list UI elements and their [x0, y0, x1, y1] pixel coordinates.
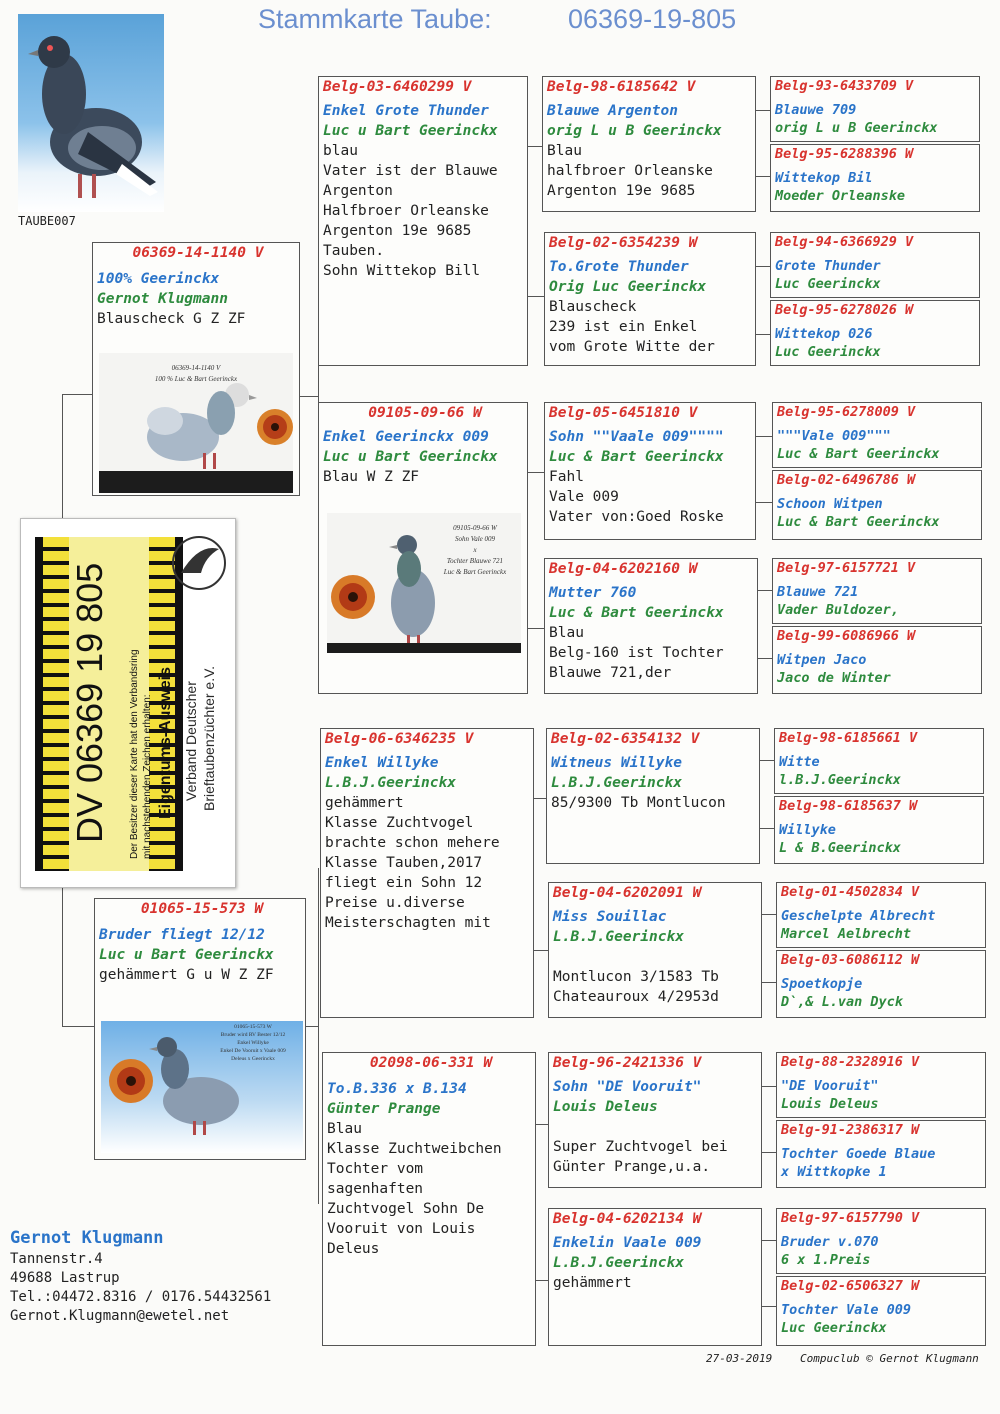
grandparent-line: Deleus — [327, 1241, 380, 1257]
parent-sire-line: Gernot Klugmann — [97, 291, 228, 307]
photo-caption-line: 06369-14-1140 V — [171, 364, 221, 372]
gggp-line: """Vale 009""" — [777, 428, 891, 444]
bird-logo-icon — [171, 533, 227, 593]
grandparent-ring: Belg-06-6346235 V — [325, 731, 474, 747]
ggp-line: Blauwe Argenton — [547, 103, 678, 119]
gggp-line: l.B.J.Geerinckx — [779, 772, 901, 788]
photo-caption-line: Deleus x Geerinckx — [231, 1056, 275, 1062]
ggp-line: To.Grote Thunder — [549, 259, 689, 275]
gggp-ring: Belg-95-6288396 W — [775, 146, 914, 162]
gggp-line: Luc Geerinckx — [781, 1320, 887, 1336]
ggp-line: Enkelin Vaale 009 — [553, 1235, 702, 1251]
photo-caption-line: Luc & Bart Geerinckx — [443, 568, 507, 576]
gggp-ring: Belg-95-6278009 V — [777, 404, 916, 420]
gggp-ring: Belg-94-6366929 V — [775, 234, 914, 250]
gggp-line: D`,& L.van Dyck — [781, 994, 903, 1010]
gggp-line: Marcel Aelbrecht — [781, 926, 912, 942]
ggp-line: Super Zuchtvogel bei — [553, 1139, 728, 1155]
grandparent-line: Klasse Tauben,2017 — [325, 855, 483, 871]
card-text-line1: Der Besitzer dieser Karte hat den Verbandsring — [129, 649, 140, 859]
gggp-line: Luc & Bart Geerinckx — [777, 446, 940, 462]
grandparent-line: fliegt ein Sohn 12 — [325, 875, 483, 891]
grandparent-ring: 09105-09-66 W — [368, 405, 482, 421]
gggp-ring: Belg-95-6278026 W — [775, 302, 914, 318]
footer-credit: Compuclub © Gernot Klugmann — [800, 1352, 979, 1365]
grandparent-line: Luc u Bart Geerinckx — [323, 449, 498, 465]
photo-caption-line: 09105-09-66 W — [453, 524, 497, 532]
ggp-ring: Belg-96-2421336 V — [553, 1055, 702, 1071]
grandparent-line: Vooruit von Louis — [327, 1221, 476, 1237]
owner-phone: Tel.:04472.8316 / 0176.54432561 — [10, 1289, 272, 1305]
parent-sire-line: Blauscheck G Z ZF — [97, 311, 246, 327]
footer-date: 27-03-2019 — [706, 1352, 773, 1365]
gggp-line: Willyke — [779, 822, 836, 838]
gggp-line: Blauwe 709 — [775, 102, 857, 118]
grandparent-line: Sohn Wittekop Bill — [323, 263, 481, 279]
ggp-ring: Belg-98-6185642 V — [547, 79, 696, 95]
grandparent-line: Blau W Z ZF — [323, 469, 420, 485]
card-text-line2: mit nachstehenden Zeichen erhalten: — [142, 694, 153, 859]
gggp-line: 6 x 1.Preis — [781, 1252, 871, 1268]
grandparent-line: gehämmert — [325, 795, 404, 811]
gggp-ring: Belg-98-6185637 W — [779, 798, 918, 814]
gggp-box — [772, 470, 982, 540]
great-grandparent-box — [546, 728, 760, 864]
gggp-line: Schoon Witpen — [777, 496, 883, 512]
photo-caption-line: Bruder wird RV Bester 12/12 — [220, 1032, 286, 1038]
ggp-line: Blauscheck — [549, 299, 637, 315]
gggp-box — [776, 1208, 986, 1274]
grandparent-line: Luc u Bart Geerinckx — [323, 123, 498, 139]
gggp-box — [774, 796, 984, 864]
ggp-ring: Belg-02-6354239 W — [549, 235, 698, 251]
gggp-line: Tochter Vale 009 — [781, 1302, 912, 1318]
ggp-line: Luc & Bart Geerinckx — [549, 449, 724, 465]
title-label: Stammkarte Taube: — [258, 4, 492, 34]
gggp-box — [776, 950, 986, 1018]
ggp-line: Sohn ""Vaale 009"""" — [549, 429, 724, 445]
gggp-line: Wittekop 026 — [775, 326, 873, 342]
owner-name: Gernot Klugmann — [10, 1228, 164, 1248]
gggp-box — [776, 882, 986, 948]
gggp-line: Geschelpte Albrecht — [781, 908, 936, 924]
ggp-line: Louis Deleus — [553, 1099, 658, 1115]
gggp-line: Luc Geerinckx — [775, 276, 881, 292]
grandparent-line: Vater ist der Blauwe — [323, 163, 498, 179]
title-ring-number: 06369-19-805 — [568, 4, 737, 34]
parent-sire-ring: 06369-14-1140 V — [132, 245, 264, 261]
gggp-box — [770, 300, 980, 366]
ggp-line: Montlucon 3/1583 Tb — [553, 969, 719, 985]
card-heading: Eigentums-Ausweis — [157, 666, 174, 819]
ggp-line: Belg-160 ist Tochter — [549, 645, 724, 661]
gggp-line: L & B.Geerinckx — [779, 840, 901, 856]
gggp-ring: Belg-91-2386317 W — [781, 1122, 920, 1138]
ggp-ring: Belg-02-6354132 V — [551, 731, 700, 747]
gggp-line: Louis Deleus — [781, 1096, 879, 1112]
great-grandparent-box — [548, 882, 762, 1018]
card-org-line1: Verband Deutscher — [183, 681, 199, 801]
grandparent-line: Blau — [327, 1121, 362, 1137]
ggp-line: Vale 009 — [549, 489, 619, 505]
gggp-ring: Belg-98-6185661 V — [779, 730, 918, 746]
gggp-line: x Wittkopke 1 — [781, 1164, 887, 1180]
ggp-ring: Belg-05-6451810 V — [549, 405, 698, 421]
photo-caption-line: 100 % Luc & Bart Geerinckx — [154, 375, 238, 383]
gggp-box — [770, 144, 980, 212]
ggp-ring: Belg-04-6202091 W — [553, 885, 702, 901]
ggp-line: Miss Souillac — [553, 909, 667, 925]
grandparent-photo — [327, 513, 521, 653]
grandparent-box — [318, 76, 528, 366]
great-grandparent-box — [548, 1052, 762, 1188]
gggp-box — [770, 232, 980, 298]
ggp-line: Blau — [549, 625, 584, 641]
gggp-line: Witte — [779, 754, 820, 770]
gggp-line: Luc & Bart Geerinckx — [777, 514, 940, 530]
photo-caption-line: 01065-15-573 W — [234, 1024, 272, 1030]
grandparent-line: Klasse Zuchtvogel — [325, 815, 474, 831]
great-grandparent-box — [544, 232, 756, 366]
grandparent-line: Klasse Zuchtweibchen — [327, 1141, 502, 1157]
pigeon-icon — [18, 14, 164, 212]
ggp-line: L.B.J.Geerinckx — [551, 775, 682, 791]
great-grandparent-box — [544, 402, 756, 540]
ggp-line: Witneus Willyke — [551, 755, 682, 771]
gggp-box — [770, 76, 980, 142]
pigeon-icon — [99, 353, 293, 493]
parent-dam-photo — [101, 1021, 303, 1153]
gggp-box — [776, 1052, 986, 1118]
ggp-line: Blau — [547, 143, 582, 159]
parent-dam-line: gehämmert G u W Z ZF — [99, 967, 274, 983]
parent-dam-line: Bruder fliegt 12/12 — [99, 927, 265, 943]
parent-sire-box — [92, 242, 300, 496]
gggp-line: Jaco de Winter — [777, 670, 891, 686]
ggp-line: 239 ist ein Enkel — [549, 319, 698, 335]
gggp-ring: Belg-97-6157721 V — [777, 560, 916, 576]
ggp-line: Vater von:Goed Roske — [549, 509, 724, 525]
ggp-line: gehämmert — [553, 1275, 632, 1291]
ggp-line: orig L u B Geerinckx — [547, 123, 722, 139]
ggp-line: Orig Luc Geerinckx — [549, 279, 707, 295]
gggp-line: Witpen Jaco — [777, 652, 867, 668]
grandparent-line: Argenton — [323, 183, 393, 199]
ggp-line: Günter Prange,u.a. — [553, 1159, 711, 1175]
gggp-box — [776, 1276, 986, 1346]
gggp-ring: Belg-99-6086966 W — [777, 628, 916, 644]
grandparent-line: L.B.J.Geerinckx — [325, 775, 456, 791]
gggp-line: orig L u B Geerinckx — [775, 120, 938, 136]
main-pigeon-photo — [18, 14, 164, 212]
photo-caption-line: Enkel Willyke — [237, 1040, 269, 1046]
gggp-box — [772, 402, 982, 468]
grandparent-ring: 02098-06-331 W — [369, 1055, 493, 1071]
card-ring-number: DV 06369 19 805 — [69, 562, 110, 843]
owner-address — [10, 1226, 271, 1326]
grandparent-line: Günter Prange — [327, 1101, 441, 1117]
owner-email: Gernot.Klugmann@ewetel.net — [10, 1308, 230, 1324]
grandparent-line: Argenton 19e 9685 — [323, 223, 472, 239]
grandparent-ring: Belg-03-6460299 V — [323, 79, 472, 95]
ggp-line: Fahl — [549, 469, 584, 485]
pigeon-icon — [101, 1021, 303, 1153]
ggp-ring: Belg-04-6202160 W — [549, 561, 698, 577]
ggp-line: L.B.J.Geerinckx — [553, 1255, 684, 1271]
grandparent-line: brachte schon mehere — [325, 835, 500, 851]
ggp-line: Blauwe 721,der — [549, 665, 672, 681]
ggp-line: L.B.J.Geerinckx — [553, 929, 684, 945]
ggp-line: Luc & Bart Geerinckx — [549, 605, 724, 621]
parent-dam-ring: 01065-15-573 W — [140, 901, 264, 917]
gggp-line: Vader Buldozer, — [777, 602, 899, 618]
great-grandparent-box — [544, 558, 758, 694]
gggp-line: "DE Vooruit" — [781, 1078, 879, 1094]
gggp-line: Tochter Goede Blaue — [781, 1146, 936, 1162]
card-org-line2: Brieftaubenzüchter e.V. — [201, 665, 217, 811]
great-grandparent-box — [542, 76, 756, 212]
grandparent-line: sagenhaften — [327, 1181, 424, 1197]
gggp-ring: Belg-88-2328916 V — [781, 1054, 920, 1070]
parent-sire-photo — [99, 353, 293, 493]
gggp-box — [772, 558, 982, 624]
grandparent-box — [322, 1052, 536, 1346]
gggp-ring: Belg-93-6433709 V — [775, 78, 914, 94]
grandparent-line: blau — [323, 143, 358, 159]
gggp-line: Grote Thunder — [775, 258, 881, 274]
grandparent-line: Halfbroer Orleanske — [323, 203, 489, 219]
grandparent-line: Zuchtvogel Sohn De — [327, 1201, 485, 1217]
gggp-ring: Belg-03-6086112 W — [781, 952, 920, 968]
grandparent-line: Preise u.diverse — [325, 895, 465, 911]
ggp-line: 85/9300 Tb Montlucon — [551, 795, 726, 811]
gggp-box — [774, 728, 984, 794]
ggp-line: Argenton 19e 9685 — [547, 183, 696, 199]
owner-city: 49688 Lastrup — [10, 1270, 120, 1286]
parent-sire-line: 100% Geerinckx — [97, 271, 220, 287]
photo-caption-line: Tochter Blauwe 721 — [446, 557, 504, 565]
ggp-line: halfbroer Orleanske — [547, 163, 713, 179]
gggp-ring: Belg-02-6496786 W — [777, 472, 916, 488]
gggp-ring: Belg-97-6157790 V — [781, 1210, 920, 1226]
ggp-line: Sohn "DE Vooruit" — [553, 1079, 702, 1095]
grandparent-line: Meisterschagten mit — [325, 915, 491, 931]
ggp-line: Mutter 760 — [549, 585, 637, 601]
ownership-card — [20, 518, 236, 888]
gggp-line: Luc Geerinckx — [775, 344, 881, 360]
gggp-ring: Belg-01-4502834 V — [781, 884, 920, 900]
parent-dam-box — [94, 898, 306, 1160]
gggp-line: Blauwe 721 — [777, 584, 859, 600]
gggp-line: Bruder v.070 — [781, 1234, 879, 1250]
gggp-box — [776, 1120, 986, 1188]
owner-street: Tannenstr.4 — [10, 1251, 103, 1267]
grandparent-box — [318, 402, 528, 694]
grandparent-line: To.B.336 x B.134 — [327, 1081, 467, 1097]
gggp-box — [772, 626, 982, 694]
grandparent-line: Tochter vom — [327, 1161, 424, 1177]
grandparent-line: Tauben. — [323, 243, 385, 259]
ggp-ring: Belg-04-6202134 W — [553, 1211, 702, 1227]
photo-caption-line: Enkel De Vooruit x Vaale 009 — [220, 1048, 286, 1054]
grandparent-box — [320, 728, 534, 1018]
pigeon-icon — [327, 513, 521, 653]
parent-dam-line: Luc u Bart Geerinckx — [99, 947, 274, 963]
main-photo-caption: TAUBE007 — [18, 214, 76, 228]
gggp-ring: Belg-02-6506327 W — [781, 1278, 920, 1294]
photo-caption-line: Sohn Vale 009 — [454, 535, 496, 543]
grandparent-line: Enkel Geerinckx 009 — [323, 429, 489, 445]
gggp-line: Spoetkopje — [781, 976, 863, 992]
photo-caption-line: x — [473, 546, 477, 554]
gggp-line: Wittekop Bil — [775, 170, 873, 186]
grandparent-line: Enkel Grote Thunder — [323, 103, 489, 119]
great-grandparent-box — [548, 1208, 762, 1346]
grandparent-line: Enkel Willyke — [325, 755, 439, 771]
ggp-line: Chateauroux 4/2953d — [553, 989, 719, 1005]
ggp-line: vom Grote Witte der — [549, 339, 715, 355]
gggp-line: Moeder Orleanske — [775, 188, 906, 204]
